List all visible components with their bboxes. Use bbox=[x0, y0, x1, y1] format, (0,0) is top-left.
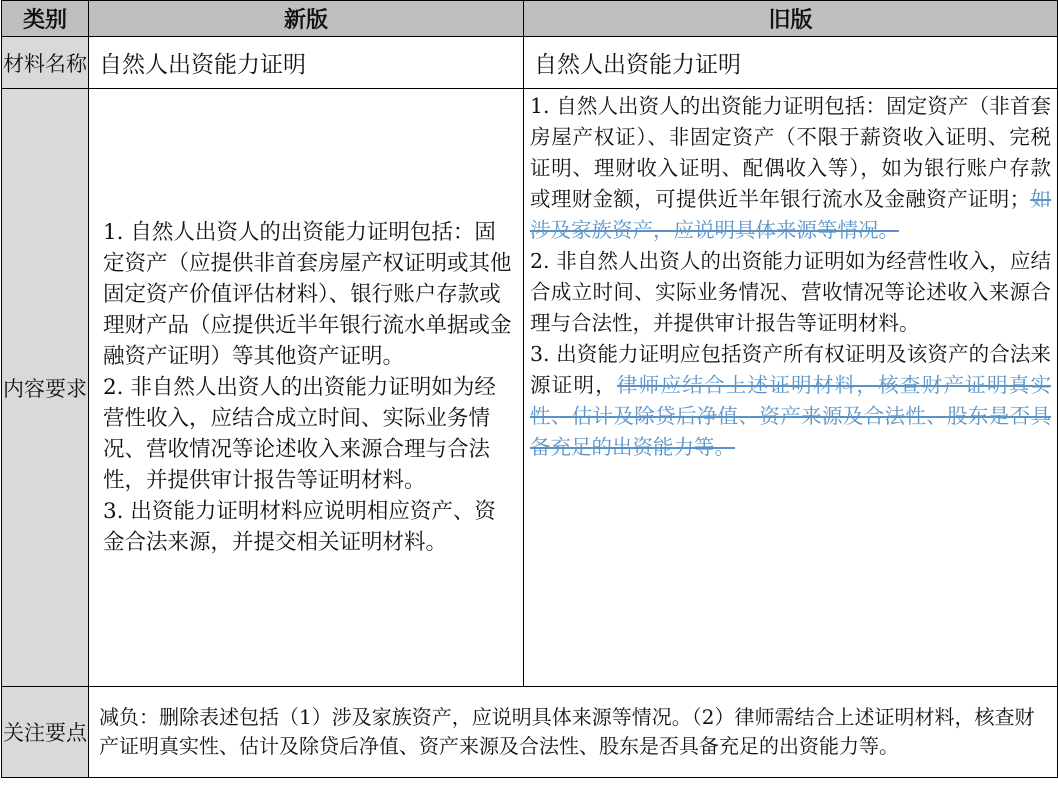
new-item-3: 3. 出资能力证明材料应说明相应资产、资金合法来源，并提交相关证明材料。 bbox=[103, 499, 496, 555]
material-label: 材料名称 bbox=[2, 37, 89, 89]
header-category: 类别 bbox=[2, 1, 89, 37]
requirements-row bbox=[2, 89, 1058, 687]
old-item-1 bbox=[530, 91, 1051, 246]
old-item-1-deleted: 如涉及家族资产，应说明具体来源等情况。 bbox=[530, 187, 1052, 242]
material-row bbox=[2, 37, 1058, 89]
old-item-2-text: 2. 非自然人出资人的出资能力证明如为经营性收入，应结合成立时间、实际业务情况、营收情况等论述收入来源合理与合法性，并提供审计报告等证明材料。 bbox=[530, 249, 1051, 335]
old-item-3 bbox=[530, 339, 1051, 463]
material-old: 自然人出资能力证明 bbox=[524, 37, 1058, 89]
old-item-2 bbox=[530, 246, 1051, 339]
focus-row bbox=[2, 687, 1058, 778]
requirements-old bbox=[524, 89, 1058, 687]
requirements-label: 内容要求 bbox=[2, 89, 89, 687]
new-item-2: 2. 非自然人出资人的出资能力证明如为经营性收入，应结合成立时间、实际业务情况、营收情况等论述收入来源合理与合法性，并提供审计报告等证明材料。 bbox=[103, 375, 496, 493]
new-item-1: 1. 自然人出资人的出资能力证明包括：固定资产（应提供非首套房屋产权证明或其他固定资产价值评估材料）、银行账户存款或理财产品（应提供近半年银行流水单据或金融资产证明）等其他资产证明。 bbox=[103, 220, 512, 369]
comparison-table bbox=[1, 0, 1058, 778]
focus-label: 关注要点 bbox=[2, 687, 89, 778]
header-new: 新版 bbox=[89, 1, 524, 37]
header-old: 旧版 bbox=[524, 1, 1058, 37]
old-item-3-deleted: 律师应结合上述证明材料，核查财产证明真实性、估计及除贷后净值、资产来源及合法性、股东是否具备充足的出资能力等。 bbox=[530, 373, 1052, 459]
requirements-new bbox=[89, 89, 524, 687]
old-item-1-text: 1. 自然人出资人的出资能力证明包括：固定资产（非首套房屋产权证）、非固定资产（不限于薪资收入证明、完税证明、理财收入证明、配偶收入等），如为银行账户存款或理财金额，可提供近半年银行流水及金融资产证明； bbox=[530, 94, 1051, 211]
material-new: 自然人出资能力证明 bbox=[89, 37, 524, 89]
focus-text: 减负：删除表述包括（1）涉及家族资产，应说明具体来源等情况。（2）律师需结合上述证明材料，核查财产证明真实性、估计及除贷后净值、资产来源及合法性、股东是否具备充足的出资能力等。 bbox=[89, 687, 1058, 778]
header-row bbox=[2, 1, 1058, 37]
old-item-3-text: 3. 出资能力证明应包括资产所有权证明及该资产的合法来源证明， bbox=[530, 342, 1051, 397]
